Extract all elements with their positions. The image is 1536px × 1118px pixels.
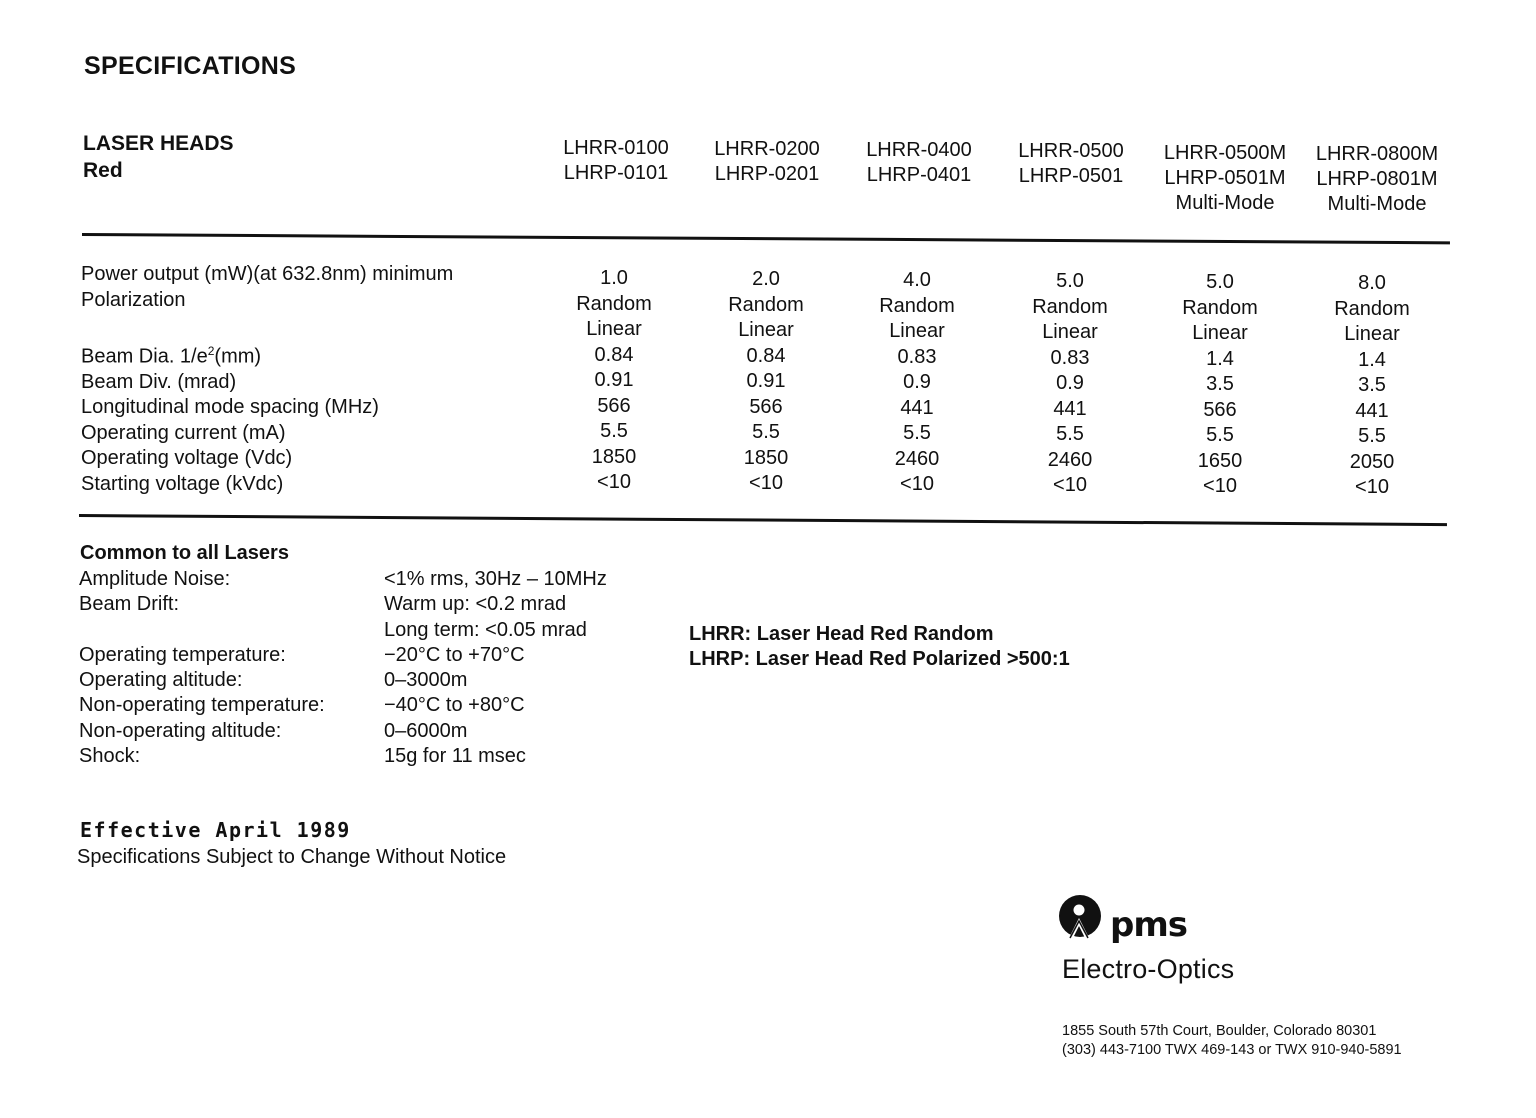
- model-rr: LHRR-0100: [563, 137, 669, 159]
- common-label: Non-operating altitude:: [79, 719, 282, 742]
- company-address: [1062, 1022, 1402, 1060]
- value-starting: <10: [1053, 474, 1087, 496]
- value-current: 5.5: [903, 422, 931, 444]
- value-pol-linear: Linear: [586, 318, 642, 340]
- brand-text: pms: [1110, 905, 1188, 945]
- common-label: Operating temperature:: [79, 643, 286, 666]
- value-power: 2.0: [752, 268, 780, 290]
- model-rp: LHRP-0201: [714, 163, 820, 185]
- value-spacing: 441: [900, 396, 934, 419]
- value-voltage: 2050: [1349, 450, 1395, 473]
- common-labels: [79, 567, 325, 769]
- value-spacing: 441: [1355, 399, 1389, 422]
- value-power: 4.0: [903, 269, 931, 291]
- common-value: Long term: <0.05 mrad: [384, 618, 587, 641]
- legend-lhrp: LHRP: Laser Head Red Polarized >500:1: [689, 648, 1070, 670]
- value-pol-random: Random: [879, 294, 955, 317]
- value-current: 5.5: [1056, 423, 1084, 445]
- common-label: Operating altitude:: [79, 669, 243, 692]
- model-rr: LHRR-0500M: [1163, 142, 1287, 164]
- common-heading: Common to all Lasers: [80, 542, 289, 564]
- label-spacer: [81, 313, 453, 339]
- model-column: [1150, 141, 1300, 216]
- change-notice: Specifications Subject to Change Without Notice: [77, 846, 507, 868]
- pms-logo-icon: [1057, 894, 1103, 942]
- value-div: 3.5: [1358, 374, 1386, 396]
- value-voltage: 1850: [743, 446, 789, 469]
- common-label: Amplitude Noise:: [79, 568, 231, 590]
- model-rr: LHRR-0800M: [1315, 143, 1439, 165]
- value-voltage: 1850: [591, 445, 637, 468]
- label-polarization: Polarization: [81, 288, 186, 311]
- laser-heads-label: LASER HEADS: [83, 132, 234, 155]
- table-bottom-divider: [79, 514, 1447, 526]
- model-rp: LHRP-0501M: [1164, 167, 1286, 189]
- header-divider: [82, 233, 1450, 244]
- spec-values-column: [852, 268, 982, 498]
- label-current: Operating current (mA): [81, 421, 286, 444]
- label-starting: Starting voltage (kVdc): [81, 472, 284, 495]
- common-value: 0–6000m: [384, 719, 468, 742]
- value-starting: <10: [597, 471, 631, 493]
- value-div: 3.5: [1206, 373, 1234, 395]
- value-pol-random: Random: [1032, 295, 1108, 318]
- value-pol-linear: Linear: [1042, 321, 1098, 343]
- value-starting: <10: [1203, 475, 1237, 497]
- common-label: Non-operating temperature:: [79, 694, 325, 717]
- value-dia: 0.84: [594, 343, 634, 366]
- beam-dia-sup: 2: [207, 343, 215, 358]
- model-rr: LHRR-0400: [866, 139, 972, 161]
- value-dia: 0.83: [1050, 346, 1090, 369]
- laser-heads-header: [83, 130, 234, 184]
- spec-values-column: [1307, 271, 1437, 501]
- model-rr: LHRR-0500: [1018, 140, 1124, 162]
- common-value: Warm up: <0.2 mrad: [384, 593, 567, 616]
- value-spacing: 566: [749, 395, 783, 418]
- spec-values-column: [1005, 269, 1135, 499]
- beam-dia-suffix: (mm): [214, 345, 262, 368]
- value-starting: <10: [900, 473, 934, 495]
- color-label: Red: [83, 159, 123, 182]
- model-column: [541, 136, 691, 186]
- model-rp: LHRP-0101: [563, 162, 669, 184]
- effective-date: Effective April 1989: [80, 818, 351, 842]
- value-pol-random: Random: [576, 292, 652, 315]
- value-power: 1.0: [600, 267, 628, 289]
- value-current: 5.5: [600, 420, 628, 442]
- value-spacing: 566: [597, 394, 631, 417]
- value-spacing: 441: [1053, 397, 1087, 420]
- value-div: 0.9: [1056, 372, 1084, 394]
- phone-line: (303) 443-7100 TWX 469-143 or TWX 910-940-5891: [1062, 1042, 1402, 1058]
- value-pol-linear: Linear: [1192, 322, 1248, 344]
- model-rp: LHRP-0801M: [1316, 168, 1438, 190]
- value-dia: 0.83: [897, 345, 937, 368]
- value-starting: <10: [1355, 476, 1389, 498]
- common-label: [79, 618, 325, 643]
- value-dia: 1.4: [1206, 347, 1234, 370]
- value-current: 5.5: [1358, 425, 1386, 447]
- model-mode: Multi-Mode: [1175, 192, 1275, 214]
- common-value: <1% rms, 30Hz – 10MHz: [384, 568, 607, 590]
- value-power: 5.0: [1206, 271, 1234, 293]
- common-label: Shock:: [79, 745, 141, 768]
- value-dia: 1.4: [1358, 348, 1386, 371]
- address-line: 1855 South 57th Court, Boulder, Colorado 80301: [1062, 1023, 1377, 1039]
- common-value: −20°C to +70°C: [384, 643, 525, 666]
- model-legend: [689, 622, 1070, 672]
- value-starting: <10: [749, 472, 783, 494]
- model-rr: LHRR-0200: [714, 138, 820, 160]
- spec-values-column: [549, 266, 679, 496]
- common-value: 0–3000m: [384, 669, 468, 692]
- value-pol-random: Random: [1334, 297, 1410, 320]
- page-title: SPECIFICATIONS: [84, 52, 297, 80]
- value-power: 8.0: [1358, 272, 1386, 294]
- value-voltage: 2460: [1047, 448, 1093, 471]
- beam-dia-prefix: Beam Dia. 1/e: [81, 345, 208, 368]
- model-column: [844, 138, 994, 188]
- brand-name: [1110, 905, 1187, 945]
- value-spacing: 566: [1203, 398, 1237, 421]
- value-voltage: 2460: [894, 447, 940, 470]
- model-rp: LHRP-0501: [1018, 165, 1124, 187]
- value-dia: 0.84: [746, 344, 786, 367]
- legend-lhrr: LHRR: Laser Head Red Random: [689, 623, 994, 645]
- model-column: [1302, 142, 1452, 217]
- value-div: 0.91: [746, 370, 786, 392]
- value-div: 0.91: [594, 369, 634, 391]
- value-current: 5.5: [752, 421, 780, 443]
- value-voltage: 1650: [1197, 449, 1243, 472]
- label-beam-dia: [81, 339, 453, 370]
- model-column: [996, 139, 1146, 189]
- label-power: Power output (mW)(at 632.8nm) minimum: [81, 263, 454, 285]
- value-power: 5.0: [1056, 270, 1084, 292]
- value-pol-random: Random: [1182, 296, 1258, 319]
- division-name: Electro-Optics: [1062, 954, 1235, 984]
- spec-values-column: [701, 267, 831, 497]
- common-label: Beam Drift:: [79, 593, 180, 616]
- spec-values-column: [1155, 270, 1285, 500]
- common-values: [384, 567, 607, 769]
- spec-labels: [81, 262, 453, 497]
- common-value: 15g for 11 msec: [384, 745, 526, 768]
- label-mode-spacing: Longitudinal mode spacing (MHz): [81, 396, 379, 419]
- value-pol-random: Random: [728, 293, 804, 316]
- value-current: 5.5: [1206, 424, 1234, 446]
- value-pol-linear: Linear: [889, 320, 945, 342]
- value-pol-linear: Linear: [738, 319, 794, 341]
- model-column: [692, 137, 842, 187]
- common-value: −40°C to +80°C: [384, 694, 525, 717]
- model-rp: LHRP-0401: [866, 164, 972, 186]
- label-beam-div: Beam Div. (mrad): [81, 370, 237, 393]
- value-pol-linear: Linear: [1344, 323, 1400, 345]
- model-mode: Multi-Mode: [1327, 193, 1427, 215]
- label-voltage: Operating voltage (Vdc): [81, 447, 293, 470]
- value-div: 0.9: [903, 371, 931, 393]
